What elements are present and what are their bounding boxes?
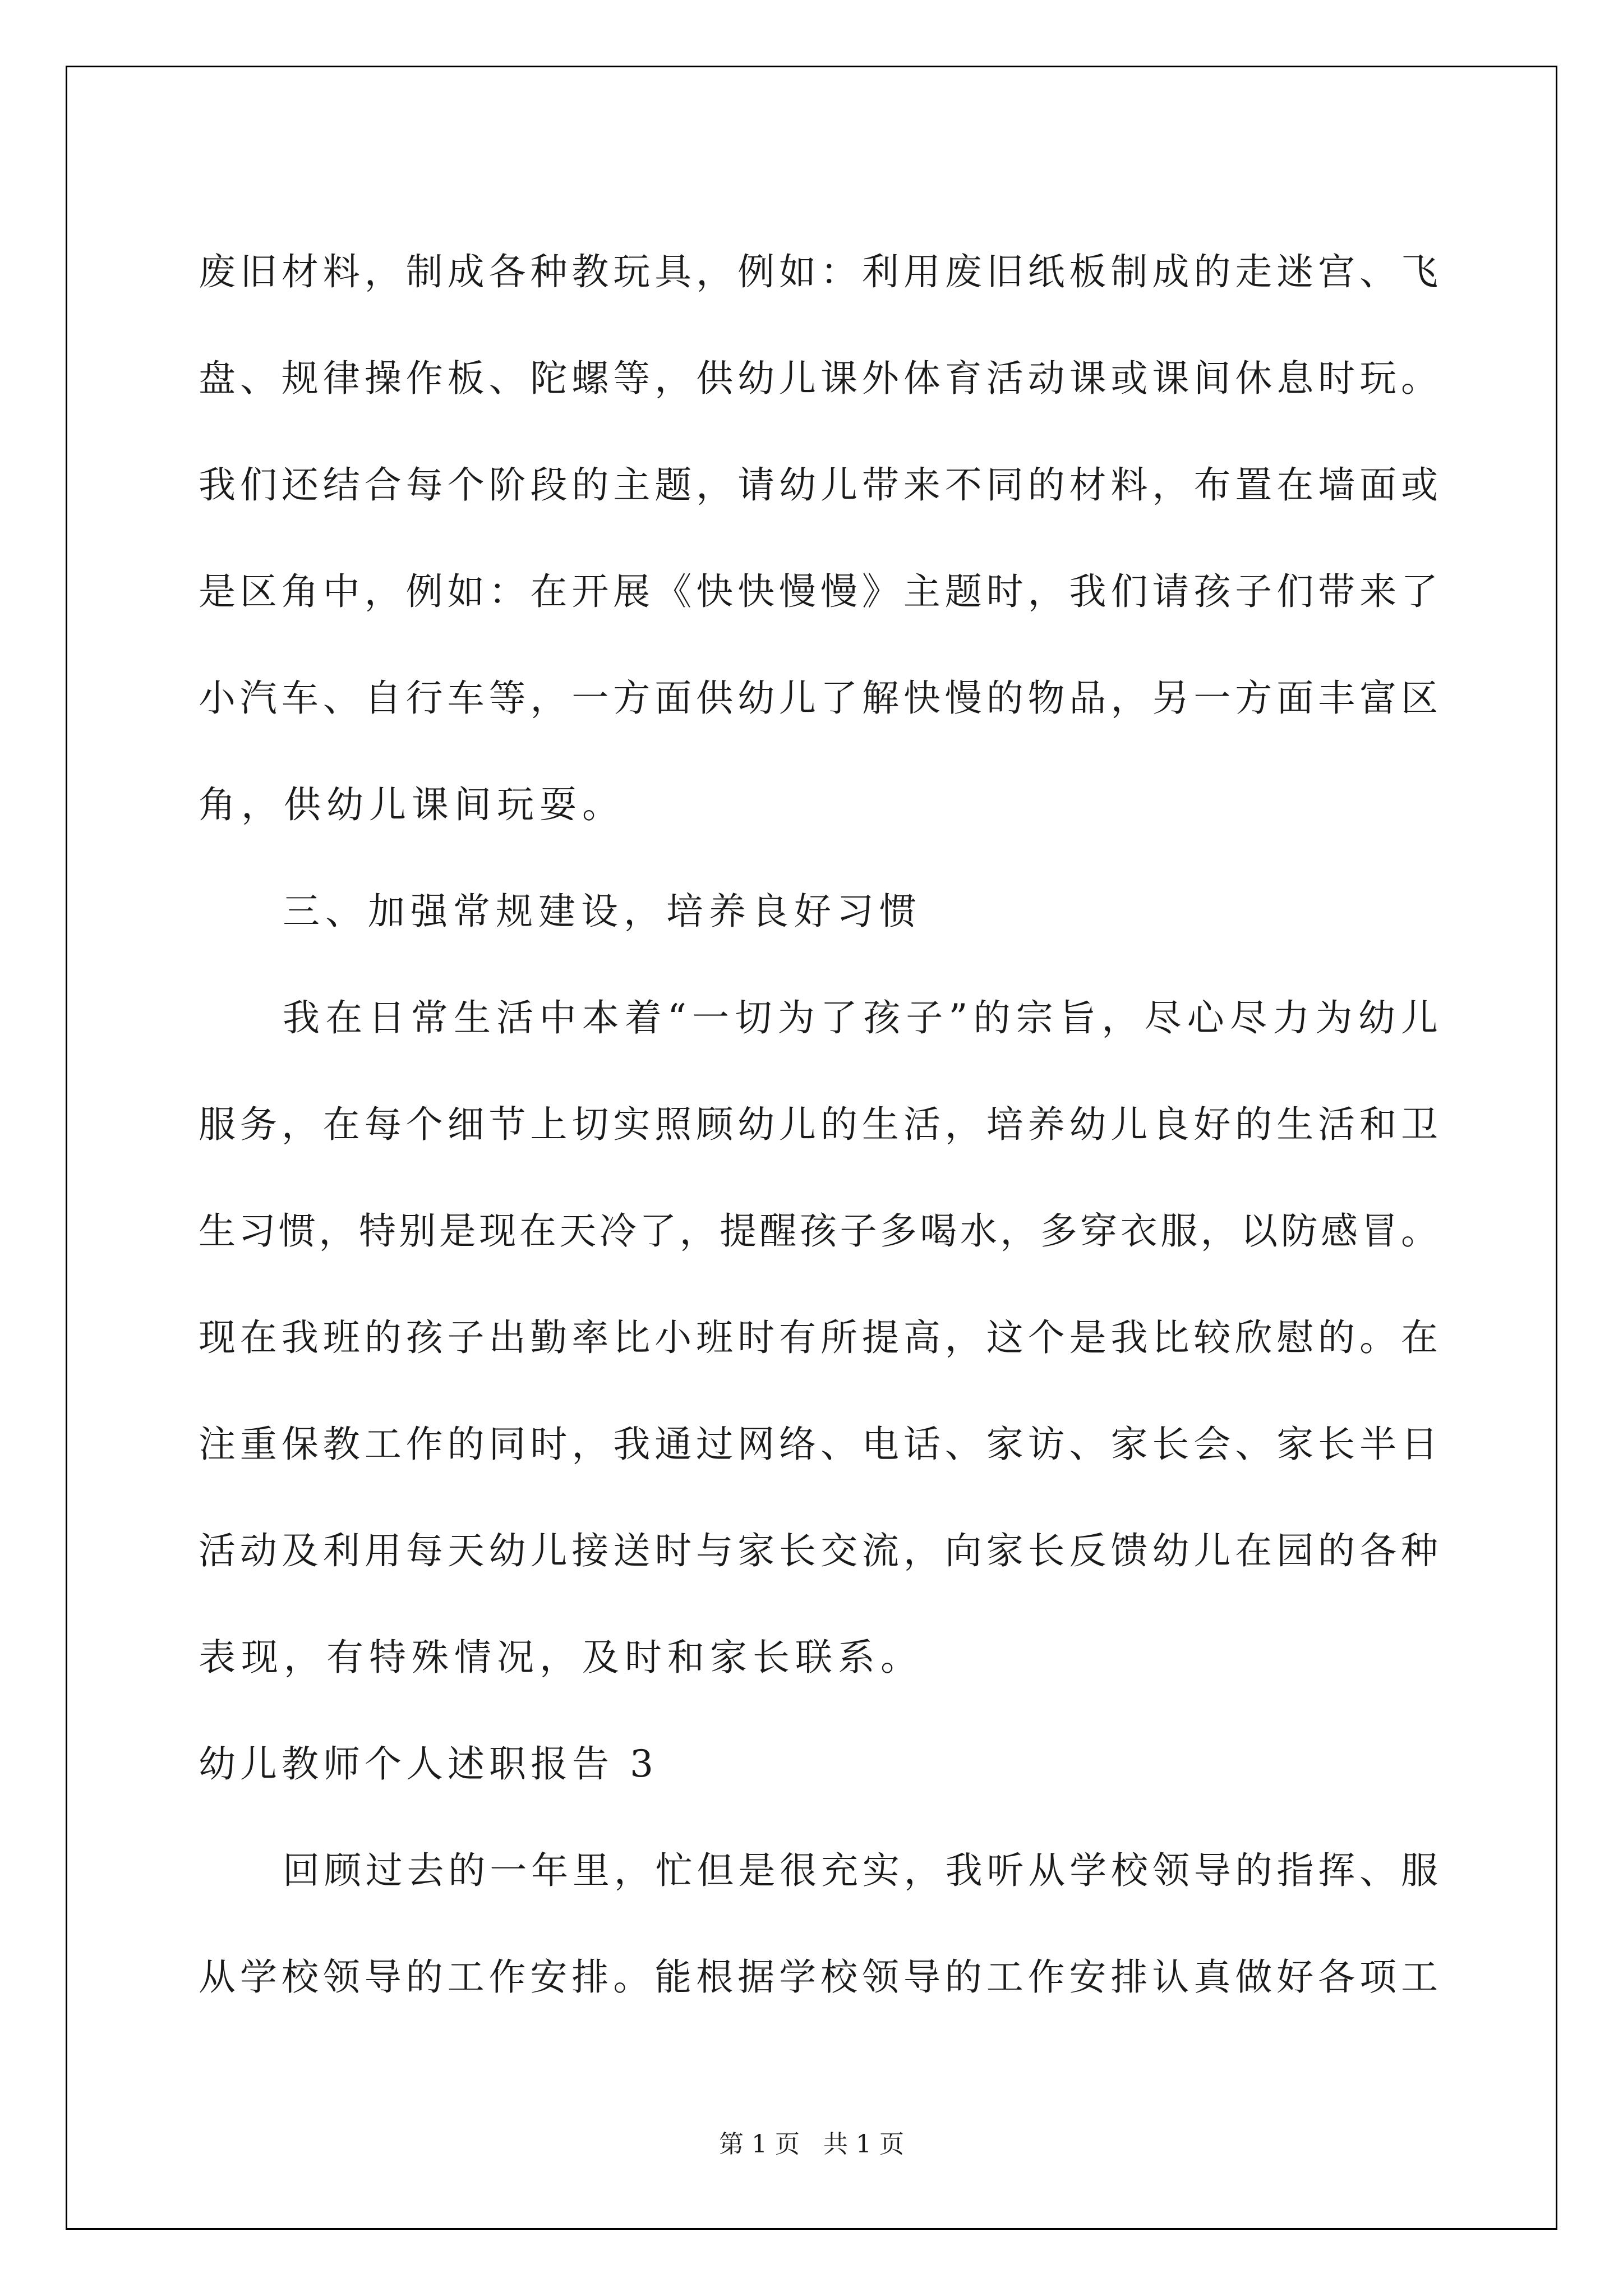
page-number-footer: 第 1 页 共 1 页 <box>719 2130 904 2159</box>
text-line: 生习惯，特别是现在天冷了，提醒孩子多喝水，多穿衣服，以防感冒。 <box>199 1209 1438 1253</box>
section-heading: 三、加强常规建设，培养良好习惯 <box>283 890 922 933</box>
text-line: 废旧材料，制成各种教玩具，例如：利用废旧纸板制成的走迷宫、飞 <box>199 250 1438 293</box>
text-line: 服务，在每个细节上切实照顾幼儿的生活，培养幼儿良好的生活和卫 <box>199 1103 1438 1146</box>
text-line: 注重保教工作的同时，我通过网络、电话、家访、家长会、家长半日 <box>199 1423 1438 1466</box>
text-line: 是区角中，例如：在开展《快快慢慢》主题时，我们请孩子们带来了 <box>199 570 1438 613</box>
text-line: 现在我班的孩子出勤率比小班时有所提高，这个是我比较欣慰的。在 <box>199 1316 1438 1359</box>
text-line: 从学校领导的工作安排。能根据学校领导的工作安排认真做好各项工 <box>199 1955 1438 1999</box>
text-line: 小汽车、自行车等，一方面供幼儿了解快慢的物品，另一方面丰富区 <box>199 677 1438 720</box>
text-line: 表现，有特殊情况，及时和家长联系。 <box>199 1636 923 1679</box>
text-line: 活动及利用每天幼儿接送时与家长交流，向家长反馈幼儿在园的各种 <box>199 1529 1438 1572</box>
report-title: 幼儿教师个人述职报告 3 <box>199 1742 658 1786</box>
text-line: 回顾过去的一年里，忙但是很充实，我听从学校领导的指挥、服 <box>283 1849 1438 1892</box>
document-body <box>199 219 1438 2031</box>
text-line: 盘、规律操作板、陀螺等，供幼儿课外体育活动课或课间休息时玩。 <box>199 357 1438 400</box>
text-line: 我们还结合每个阶段的主题，请幼儿带来不同的材料，布置在墙面或 <box>199 463 1438 507</box>
text-line: 角，供幼儿课间玩耍。 <box>199 783 625 826</box>
text-line: 我在日常生活中本着“一切为了孩子”的宗旨，尽心尽力为幼儿 <box>283 996 1438 1039</box>
